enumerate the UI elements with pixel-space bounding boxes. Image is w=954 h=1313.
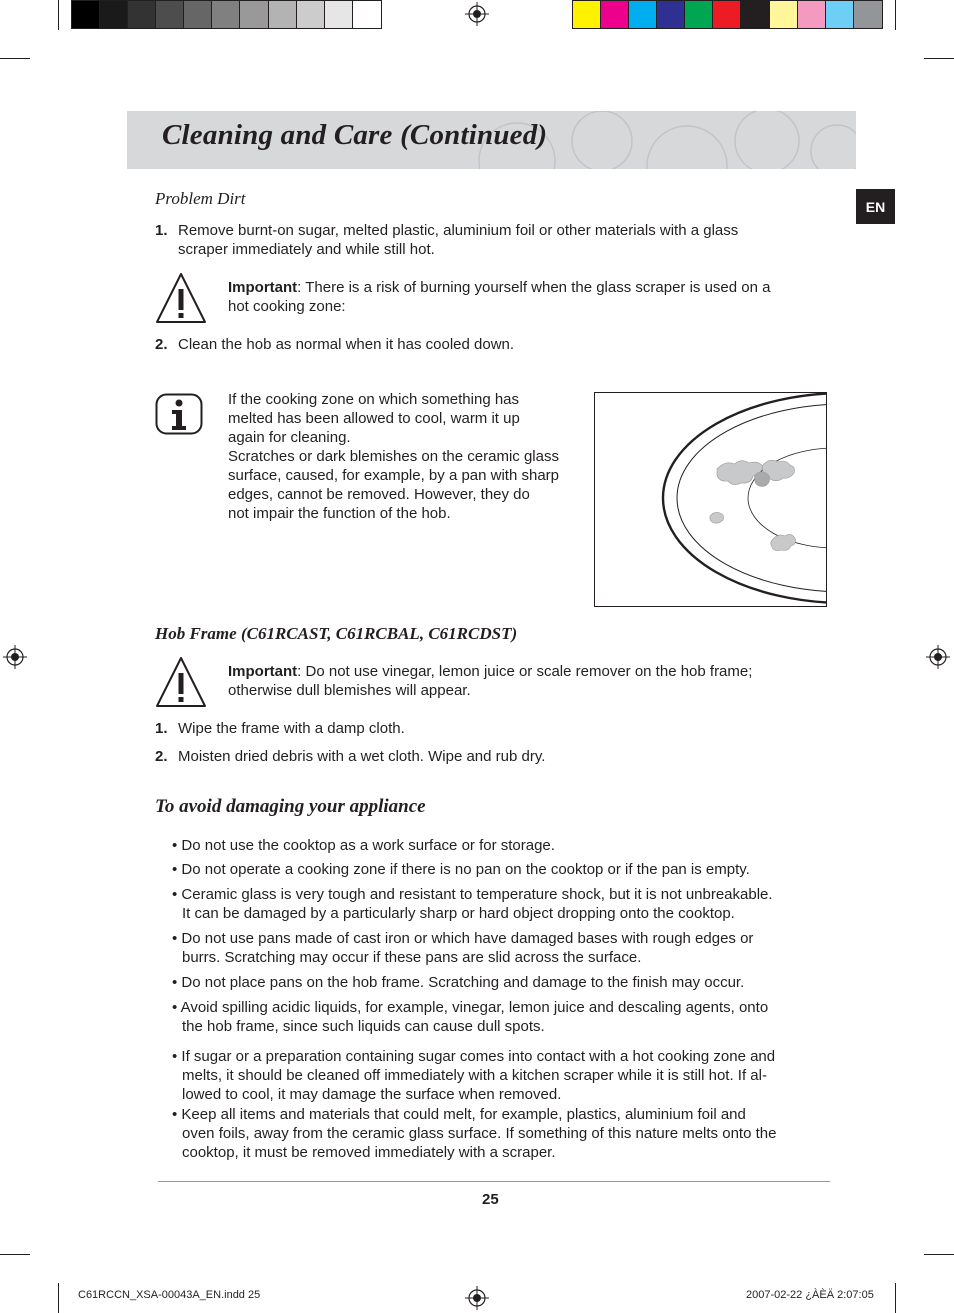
info-icon (155, 393, 203, 435)
bullet-item (172, 998, 832, 1036)
step-text: Moisten dried debris with a wet cloth. Wipe and rub dry. (178, 748, 546, 765)
color-swatch (629, 1, 657, 28)
bullet-line: • Do not place pans on the hob frame. Scratching and damage to the finish may occur. (172, 974, 745, 991)
crop-mark (0, 1254, 30, 1255)
bullet-line: burrs. Scratching may occur if these pans are slid across the surface. (182, 949, 642, 966)
hob-drawing (595, 393, 826, 606)
crop-mark (924, 58, 954, 59)
bullet-line: • Avoid spilling acidic liquids, for example, vinegar, lemon juice and descaling agents, onto (172, 999, 769, 1016)
section-heading-avoid-damage: To avoid damaging your appliance (155, 796, 426, 817)
bullet-line: the hob frame, since such liquids can cause dull spots. (182, 1018, 545, 1035)
info-text-line: melted has been allowed to cool, warm it up (228, 410, 520, 427)
page-title: Cleaning and Care (Continued) (162, 119, 548, 151)
registration-mark-icon (465, 2, 489, 26)
step-number: 2. (155, 336, 168, 353)
important-label: Important (228, 279, 298, 296)
color-swatch (573, 1, 601, 28)
info-text-line: Scratches or dark blemishes on the ceramic glass (228, 448, 559, 465)
warning-text (228, 278, 828, 316)
color-swatch (212, 1, 240, 28)
file-slug: C61RCCN_XSA-00043A_EN.indd 25 (78, 1289, 261, 1301)
process-color-bar (572, 0, 883, 29)
important-label: Important (228, 663, 298, 680)
bullet-line: • If sugar or a preparation containing sugar comes into contact with a hot cooking zone and (172, 1048, 776, 1065)
color-swatch (156, 1, 184, 28)
step-text-line: Remove burnt-on sugar, melted plastic, aluminium foil or other materials with a glass (178, 222, 739, 239)
language-tab: EN (856, 189, 895, 224)
color-swatch (798, 1, 826, 28)
color-swatch (601, 1, 629, 28)
crop-mark (58, 1283, 59, 1313)
step-number: 1. (155, 222, 168, 239)
color-swatch (826, 1, 854, 28)
step-text: Wipe the frame with a damp cloth. (178, 720, 405, 737)
warning-text-line (228, 662, 828, 681)
color-swatch (685, 1, 713, 28)
info-text-line: not impair the function of the hob. (228, 505, 451, 522)
info-text (228, 390, 588, 523)
warning-text (228, 662, 828, 700)
bullet-item (172, 1105, 832, 1162)
color-swatch (269, 1, 297, 28)
grayscale-color-bar (71, 0, 382, 29)
color-swatch (854, 1, 882, 28)
bullet-item (172, 836, 832, 855)
registration-mark-icon (3, 645, 27, 669)
warning-icon (155, 656, 207, 708)
bullet-line: It can be damaged by a particularly sharp or hard object dropping onto the cooktop. (182, 905, 735, 922)
bullet-line: • Do not use pans made of cast iron or which have damaged bases with rough edges or (172, 930, 754, 947)
color-swatch (770, 1, 798, 28)
page-number: 25 (482, 1191, 499, 1208)
bullet-item (172, 973, 832, 992)
color-swatch (325, 1, 353, 28)
crop-mark (895, 1283, 896, 1313)
bullet-line: lowed to cool, it may damage the surface when removed. (182, 1086, 562, 1103)
warning-text-line: otherwise dull blemishes will appear. (228, 682, 471, 699)
section-heading-hob-frame: Hob Frame (C61RCAST, C61RCBAL, C61RCDST) (155, 624, 518, 643)
registration-mark-icon (926, 645, 950, 669)
step-text: Clean the hob as normal when it has cooled down. (178, 336, 515, 353)
color-swatch (184, 1, 212, 28)
color-swatch (240, 1, 268, 28)
info-text-line: surface, caused, for example, by a pan with sharp (228, 467, 560, 484)
bullet-line: melts, it should be cleaned off immediately with a kitchen scraper while it is still hot. If al- (182, 1067, 767, 1084)
hob-illustration (594, 392, 827, 607)
color-swatch (353, 1, 381, 28)
warning-text-line: hot cooking zone: (228, 298, 346, 315)
warning-icon (155, 272, 207, 324)
step-text (178, 221, 818, 259)
bullet-item (172, 860, 832, 879)
crop-mark (924, 1254, 954, 1255)
color-swatch (741, 1, 769, 28)
crop-mark (895, 0, 896, 30)
section-heading-problem-dirt: Problem Dirt (155, 189, 246, 208)
color-swatch (72, 1, 100, 28)
crop-mark (58, 0, 59, 30)
color-swatch (297, 1, 325, 28)
registration-mark-icon (465, 1286, 489, 1310)
color-swatch (100, 1, 128, 28)
bullet-line: cooktop, it must be removed immediately with a scraper. (182, 1144, 556, 1161)
section-banner (127, 111, 856, 169)
step-number: 1. (155, 720, 168, 737)
info-text-line: edges, cannot be removed. However, they do (228, 486, 530, 503)
bullet-item (172, 929, 832, 967)
bullet-item (172, 885, 832, 923)
bullet-line: • Do not operate a cooking zone if there is no pan on the cooktop or if the pan is empty. (172, 861, 750, 878)
step-text-line: scraper immediately and while still hot. (178, 241, 435, 258)
info-text-line: If the cooking zone on which something has (228, 391, 520, 408)
info-text-line: again for cleaning. (228, 429, 351, 446)
color-swatch (657, 1, 685, 28)
color-swatch (128, 1, 156, 28)
warning-text-line (228, 278, 828, 297)
footer-divider (158, 1181, 830, 1182)
bullet-line: • Do not use the cooktop as a work surface or for storage. (172, 837, 555, 854)
bullet-line: oven foils, away from the ceramic glass surface. If something of this nature melts onto the (182, 1125, 777, 1142)
bullet-item (172, 1047, 832, 1104)
warning-text-span: : There is a risk of burning yourself when the glass scraper is used on a (297, 279, 771, 296)
date-slug: 2007-02-22 ¿ÀÈÄ 2:07:05 (746, 1289, 874, 1301)
step-number: 2. (155, 748, 168, 765)
crop-mark (0, 58, 30, 59)
bullet-line: • Ceramic glass is very tough and resistant to temperature shock, but it is not unbreakable. (172, 886, 773, 903)
warning-text-span: : Do not use vinegar, lemon juice or scale remover on the hob frame; (297, 663, 753, 680)
bullet-line: • Keep all items and materials that could melt, for example, plastics, aluminium foil and (172, 1106, 746, 1123)
color-swatch (713, 1, 741, 28)
